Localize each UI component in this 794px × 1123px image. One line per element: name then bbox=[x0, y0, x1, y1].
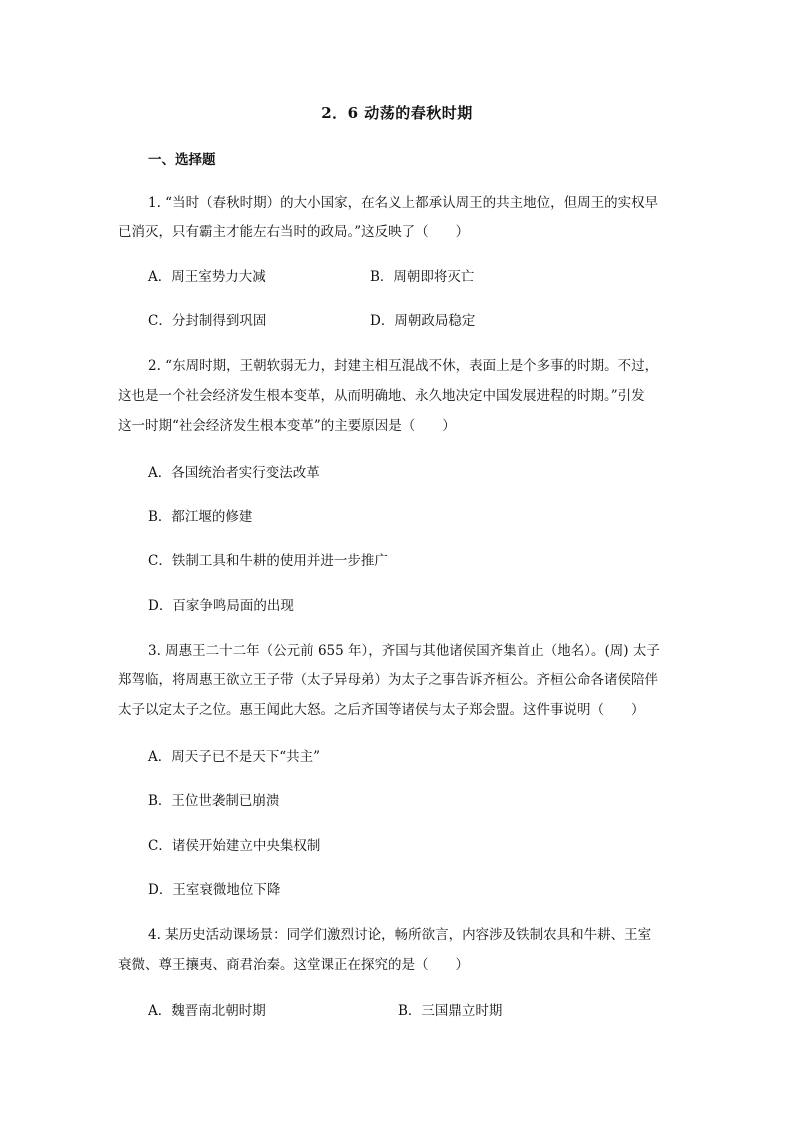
q3-text-line: 太子以定太子之位。惠王闻此大怒。之后齐国等诸侯与太子郑会盟。这件事说明（ ） bbox=[118, 702, 645, 718]
q3-text-line: 3. 周惠王二十二年（公元前 655 年），齐国与其他诸侯国齐集首止（地名）。(周) 太子 bbox=[148, 643, 660, 659]
q2-text-line: 2. “东周时期，王朝软弱无力，封建主相互混战不休，表面上是个多事的时期。不过， bbox=[148, 358, 659, 374]
q2-text-line: 这一时期“社会经济发生根本变革”的主要原因是（ ） bbox=[118, 418, 456, 434]
q3-option-d: D．王室衰微地位下降 bbox=[148, 882, 281, 898]
q2-text-line: 这也是一个社会经济发生根本变革，从而明确地、永久地决定中国发展进程的时期。”引发 bbox=[118, 388, 645, 404]
q2-option-c: C．铁制工具和牛耕的使用并进一步推广 bbox=[148, 553, 388, 569]
q1-option-a: A．周王室势力大减 bbox=[148, 269, 266, 285]
q2-option-b: B．都江堰的修建 bbox=[148, 509, 253, 525]
q4-text-line: 4. 某历史活动课场景：同学们激烈讨论，畅所欲言，内容涉及铁制农具和牛耕、王室 bbox=[148, 927, 652, 943]
q4-option-a: A．魏晋南北朝时期 bbox=[148, 1003, 266, 1019]
q1-option-c: C．分封制得到巩固 bbox=[148, 313, 267, 329]
q1-option-b: B．周朝即将灭亡 bbox=[370, 269, 475, 285]
q3-option-a: A．周天子已不是天下“共主” bbox=[148, 749, 321, 765]
section-heading: 一、选择题 bbox=[148, 152, 216, 168]
q1-text-line: 已消灭，只有霸主才能左右当时的政局。”这反映了（ ） bbox=[118, 224, 470, 240]
q1-text-line: 1. “当时（春秋时期）的大小国家，在名义上都承认周王的共主地位，但周王的实权早 bbox=[148, 195, 659, 211]
document-title: 2．6 动荡的春秋时期 bbox=[321, 104, 473, 122]
q4-option-b: B．三国鼎立时期 bbox=[398, 1003, 503, 1019]
q3-option-b: B．王位世袭制已崩溃 bbox=[148, 793, 280, 809]
q3-option-c: C．诸侯开始建立中央集权制 bbox=[148, 838, 321, 854]
q3-text-line: 郑驾临，将周惠王欲立王子带（太子异母弟）为太子之事告诉齐桓公。齐桓公命各诸侯陪伴 bbox=[118, 672, 658, 688]
q1-option-d: D．周朝政局稳定 bbox=[370, 313, 476, 329]
q2-option-a: A．各国统治者实行变法改革 bbox=[148, 465, 320, 481]
q2-option-d: D．百家争鸣局面的出现 bbox=[148, 598, 294, 614]
q4-text-line: 衰微、尊王攘夷、商君治秦。这堂课正在探究的是（ ） bbox=[118, 957, 469, 973]
